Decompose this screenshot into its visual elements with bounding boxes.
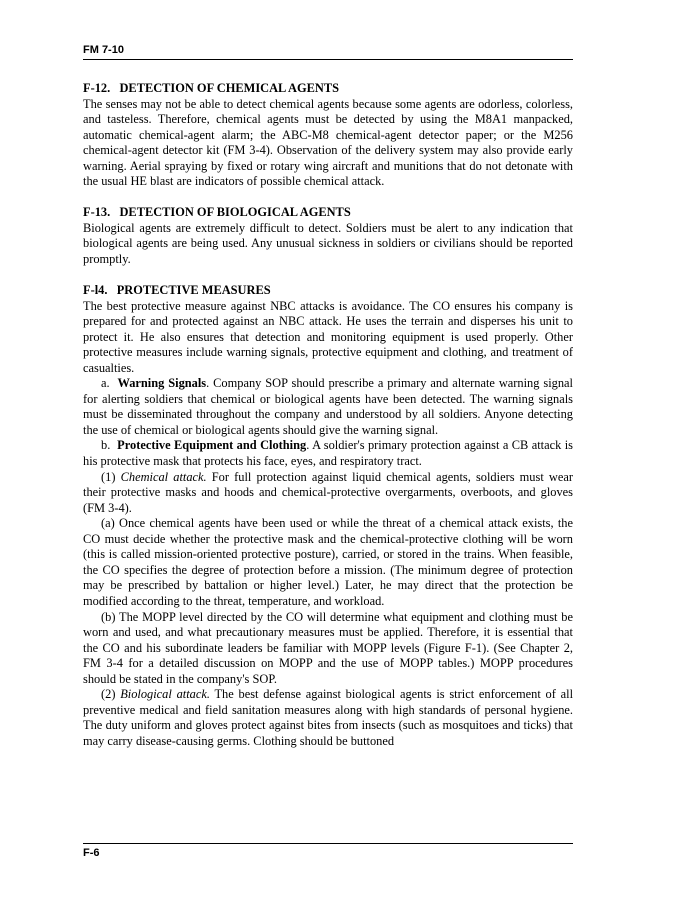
section-f12	[83, 81, 573, 190]
section-title: F-13. DETECTION OF BIOLOGICAL AGENTS	[83, 205, 351, 220]
section-title: F-12. DETECTION OF CHEMICAL AGENTS	[83, 81, 339, 95]
section-f13	[83, 205, 573, 267]
paragraph-heading: Warning Signals	[117, 376, 207, 391]
section-title: F-l4. PROTECTIVE MEASURES	[83, 283, 271, 298]
paragraph-text: . Company SOP should prescribe a primary and alternate warning signal for alerting soldiers that chemical or biological agents have been detected. The warning signals must be disseminated throughout the company and understood by all soldiers. Anyone detecting the use of chemical or biological agents should give the warning signal.	[83, 376, 573, 437]
paragraph-prefix: b.	[101, 438, 118, 453]
paragraph-prefix: a.	[101, 376, 118, 391]
paragraph-text: The best defense against biological agents is strict enforcement of all preventive medical and field sanitation measures along with high standards of personal hygiene. The duty uniform and gloves protect against bites from insects (such as mosquitoes and ticks) that may carry disease-causing germs. Clothing should be buttoned	[83, 687, 574, 748]
section-body: Biological agents are extremely difficult to detect. Soldiers must be alert to any indication that biological agents are being used. Any unusual sickness in soldiers or civilians should be reported promptly.	[83, 220, 573, 266]
paragraph-2	[83, 687, 573, 749]
section-f14	[83, 283, 573, 749]
section-body: The senses may not be able to detect chemical agents because some agents are odorless, colorless, and tasteless. Therefore, chemical agents must be detected by using the M8A1 manpacked, automatic chemical-agent alarm; the ABC-M8 chemical-agent detector paper; or the M256 chemical-agent detector kit (FM 3-4). Observation of the delivery system may also provide early warning. Aerial spraying by fixed or rotary wing aircraft and munitions that do not detonate with the usual HE blast are indicators of possible chemical attack.	[83, 96, 573, 189]
paragraph-prefix: (1)	[101, 469, 121, 484]
paragraph-heading: Chemical attack.	[120, 469, 207, 484]
paragraph-prefix: (2)	[101, 687, 121, 702]
paragraph-b	[83, 438, 573, 469]
paragraph-heading: Biological attack.	[120, 687, 210, 702]
page-header: FM 7-10	[83, 44, 124, 56]
footer-rule	[83, 843, 573, 844]
paragraph-a	[83, 376, 573, 438]
page-number: F-6	[83, 847, 100, 859]
paragraph-text: For full protection against liquid chemical agents, soldiers must wear their protective masks and hoods and chemical-protective overgarments, overboots, and gloves (FM 3-4).	[83, 469, 573, 515]
paragraph-1a: (a) Once chemical agents have been used or while the threat of a chemical attack exists, the CO must decide whether the protective mask and the chemical-protective clothing will be worn (this is called mission-oriented protective posture), carried, or stored in the trains. When feasible, the CO specifies the degree of protection before a mission. (The minimum degree of protection may be prescribed by battalion or higher level.) Later, he may direct that the protection be modified according to the threat, temperature, and workload.	[83, 516, 573, 608]
paragraph-text: . A soldier's primary protection against a CB attack is his protective mask that protects his face, eyes, and respiratory tract.	[83, 438, 573, 469]
paragraph-1b: (b) The MOPP level directed by the CO will determine what equipment and clothing must be worn and used, and what precautionary measures must be applied. Therefore, it is essential that the CO and his subordinate leaders be familiar with MOPP levels (Figure F-1). (See Chapter 2, FM 3-4 for a detailed discussion on MOPP and the use of MOPP tables.) MOPP procedures should be stated in the company's SOP.	[83, 609, 573, 686]
header-rule	[83, 59, 573, 60]
paragraph-heading: Protective Equipment and Clothing	[117, 438, 307, 453]
paragraph-1	[83, 470, 573, 517]
page-content	[83, 81, 573, 749]
section-body: The best protective measure against NBC attacks is avoidance. The CO ensures his company is prepared for and protected against an NBC attack. He uses the terrain and disperses his unit to protect it. He also ensures that detection and monitoring equipment is used properly. Other protective measures include warning signals, protective equipment and clothing, and treatment of casualties.	[83, 298, 573, 375]
